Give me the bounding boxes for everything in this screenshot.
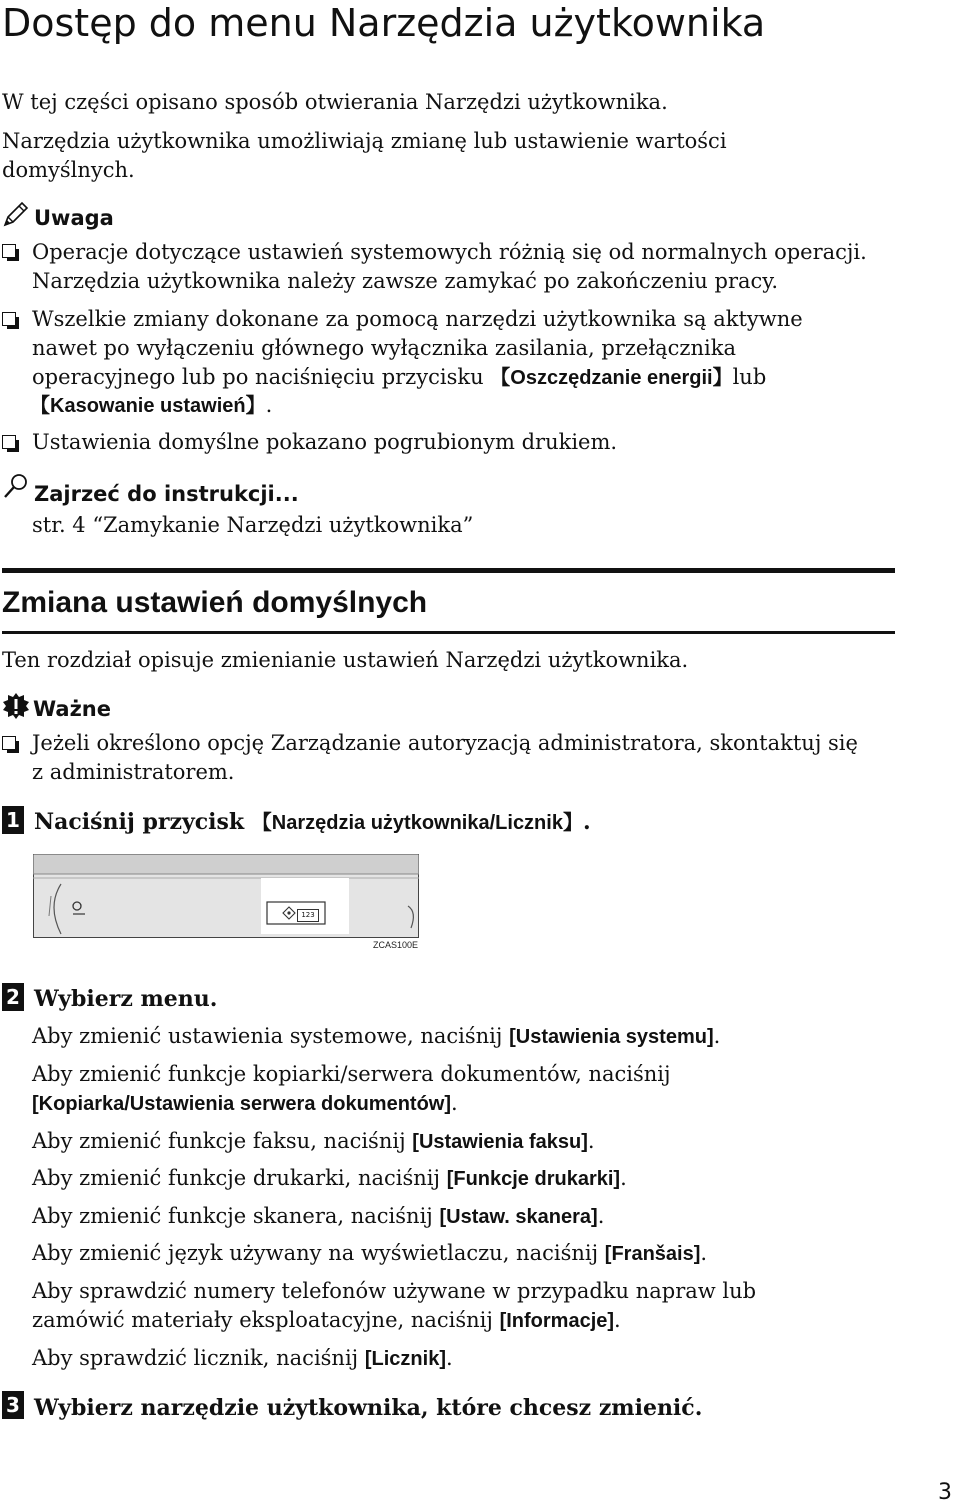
- note-item-2-line-4: [30, 391, 272, 420]
- menu-line-text: Aby zmienić funkcje kopiarki/serwera dokumentów, naciśnij: [32, 1062, 671, 1086]
- period: .: [700, 1241, 708, 1265]
- note-heading: Uwaga: [34, 206, 114, 230]
- checkbox-bullet: [2, 244, 16, 258]
- step-number: 3: [2, 1391, 24, 1419]
- menu-line-text: Aby zmienić funkcje skanera, naciśnij: [32, 1204, 440, 1228]
- period: .: [446, 1346, 453, 1370]
- page-number: 3: [938, 1480, 952, 1505]
- note-item-1-line-1: Operacje dotyczące ustawień systemowych różnią się od normalnych operacji.: [32, 240, 867, 264]
- figure-caption: ZCAS100E: [373, 940, 419, 950]
- key-ustawienia-systemu: [Ustawienia systemu]: [509, 1026, 714, 1048]
- period: .: [597, 1204, 605, 1228]
- key-narzedzia-uzytkownika-licznik: 【Narzędzia użytkownika/Licznik】: [251, 812, 583, 834]
- intro-line-1: W tej części opisano sposób otwierania Narzędzi użytkownika.: [2, 90, 668, 114]
- menu-line-informacje-1: [32, 1277, 756, 1305]
- menu-line-licznik: [32, 1344, 453, 1373]
- key-oszczedzanie-energii: 【Oszczędzanie energii】: [490, 367, 733, 389]
- step-number: 1: [2, 806, 24, 834]
- note-item-2-line-2: nawet po wyłączeniu głównego wyłącznika zasilania, przełącznika: [32, 336, 736, 360]
- section-title: Zmiana ustawień domyślnych: [2, 586, 428, 619]
- note-item-2-line-1: Wszelkie zmiany dokonane za pomocą narzędzi użytkownika są aktywne: [32, 307, 803, 331]
- period: .: [614, 1308, 621, 1332]
- menu-line-kopiarka-2: [32, 1089, 458, 1118]
- period: .: [587, 1129, 595, 1153]
- step-2-title: Wybierz menu.: [34, 986, 218, 1012]
- key-fransais: [Franšais]: [604, 1243, 701, 1265]
- important-item-line-1: Jeżeli określono opcję Zarządzanie autoryzacją administratora, skontaktuj się: [32, 731, 858, 755]
- period: .: [582, 809, 591, 835]
- note-item-3: Ustawienia domyślne pokazano pogrubionym drukiem.: [32, 430, 618, 454]
- counter-key-label: 123: [297, 909, 319, 922]
- page-title: Dostęp do menu Narzędzia użytkownika: [2, 1, 766, 45]
- control-panel-illustration: [33, 854, 419, 938]
- section-rule-bottom: [2, 631, 895, 634]
- period: .: [620, 1166, 627, 1190]
- period: .: [451, 1091, 458, 1115]
- section-rule-top: [2, 568, 895, 573]
- menu-line-text: Aby zmienić ustawienia systemowe, naciśnij: [32, 1024, 510, 1048]
- menu-line-drukarka: [32, 1164, 627, 1193]
- exclamation-badge-icon: [2, 692, 30, 720]
- menu-line-text: Aby sprawdzić numery telefonów używane w przypadku napraw lub: [32, 1279, 757, 1303]
- section-intro: Ten rozdział opisuje zmienianie ustawień Narzędzi użytkownika.: [2, 648, 689, 672]
- key-funkcje-drukarki: [Funkcje drukarki]: [446, 1168, 621, 1190]
- checkbox-bullet: [2, 312, 16, 326]
- menu-line-text: Aby sprawdzić licznik, naciśnij: [32, 1346, 365, 1370]
- important-item-line-2: z administratorem.: [32, 760, 235, 784]
- menu-line-text: zamówić materiały eksploatacyjne, naciśnij: [32, 1308, 500, 1332]
- note-item-2-text-lub: lub: [732, 365, 767, 389]
- note-item-2-line-3: [32, 363, 766, 392]
- intro-line-2: Narzędzia użytkownika umożliwiają zmianę lub ustawienie wartości: [2, 129, 727, 153]
- intro-line-3: domyślnych.: [2, 158, 135, 182]
- key-kopiarka-ustawienia-serwera: [Kopiarka/Ustawienia serwera dokumentów]: [32, 1093, 452, 1115]
- step-1-title: [34, 807, 591, 838]
- key-ustawienia-faksu: [Ustawienia faksu]: [412, 1131, 588, 1153]
- step-1-text: Naciśnij przycisk: [34, 809, 252, 835]
- menu-line-text: Aby zmienić język używany na wyświetlaczu, naciśnij: [32, 1241, 605, 1265]
- key-kasowanie-ustawien: 【Kasowanie ustawień】: [30, 395, 266, 417]
- note-item-2-text: operacyjnego lub po naciśnięciu przycisku: [32, 365, 491, 389]
- note-item-1-line-2: Narzędzia użytkownika należy zawsze zamykać po zakończeniu pracy.: [32, 269, 779, 293]
- period: .: [265, 393, 273, 417]
- menu-line-jezyk: [32, 1239, 707, 1268]
- pencil-icon: [2, 200, 30, 228]
- menu-line-kopiarka-1: [32, 1060, 671, 1088]
- checkbox-bullet: [2, 435, 16, 449]
- menu-line-text: Aby zmienić funkcje faksu, naciśnij: [32, 1129, 413, 1153]
- menu-line-text: Aby zmienić funkcje drukarki, naciśnij: [32, 1166, 447, 1190]
- key-informacje: [Informacje]: [499, 1310, 615, 1332]
- reference-link[interactable]: str. 4 “Zamykanie Narzędzi użytkownika”: [32, 513, 474, 537]
- menu-line-informacje-2: [32, 1306, 621, 1335]
- menu-line-ustawienia-systemu: [32, 1022, 720, 1051]
- menu-line-skaner: [32, 1202, 604, 1231]
- period: .: [713, 1024, 721, 1048]
- step-number: 2: [2, 983, 24, 1011]
- menu-line-faks: [32, 1127, 595, 1156]
- key-licznik: [Licznik]: [364, 1348, 446, 1370]
- magnifier-icon: [2, 472, 30, 500]
- step-3-title: Wybierz narzędzie użytkownika, które chcesz zmienić.: [34, 1395, 703, 1421]
- important-heading: Ważne: [33, 697, 112, 721]
- checkbox-bullet: [2, 736, 16, 750]
- key-ustaw-skanera: [Ustaw. skanera]: [439, 1206, 598, 1228]
- reference-heading: Zajrzeć do instrukcji...: [34, 482, 299, 506]
